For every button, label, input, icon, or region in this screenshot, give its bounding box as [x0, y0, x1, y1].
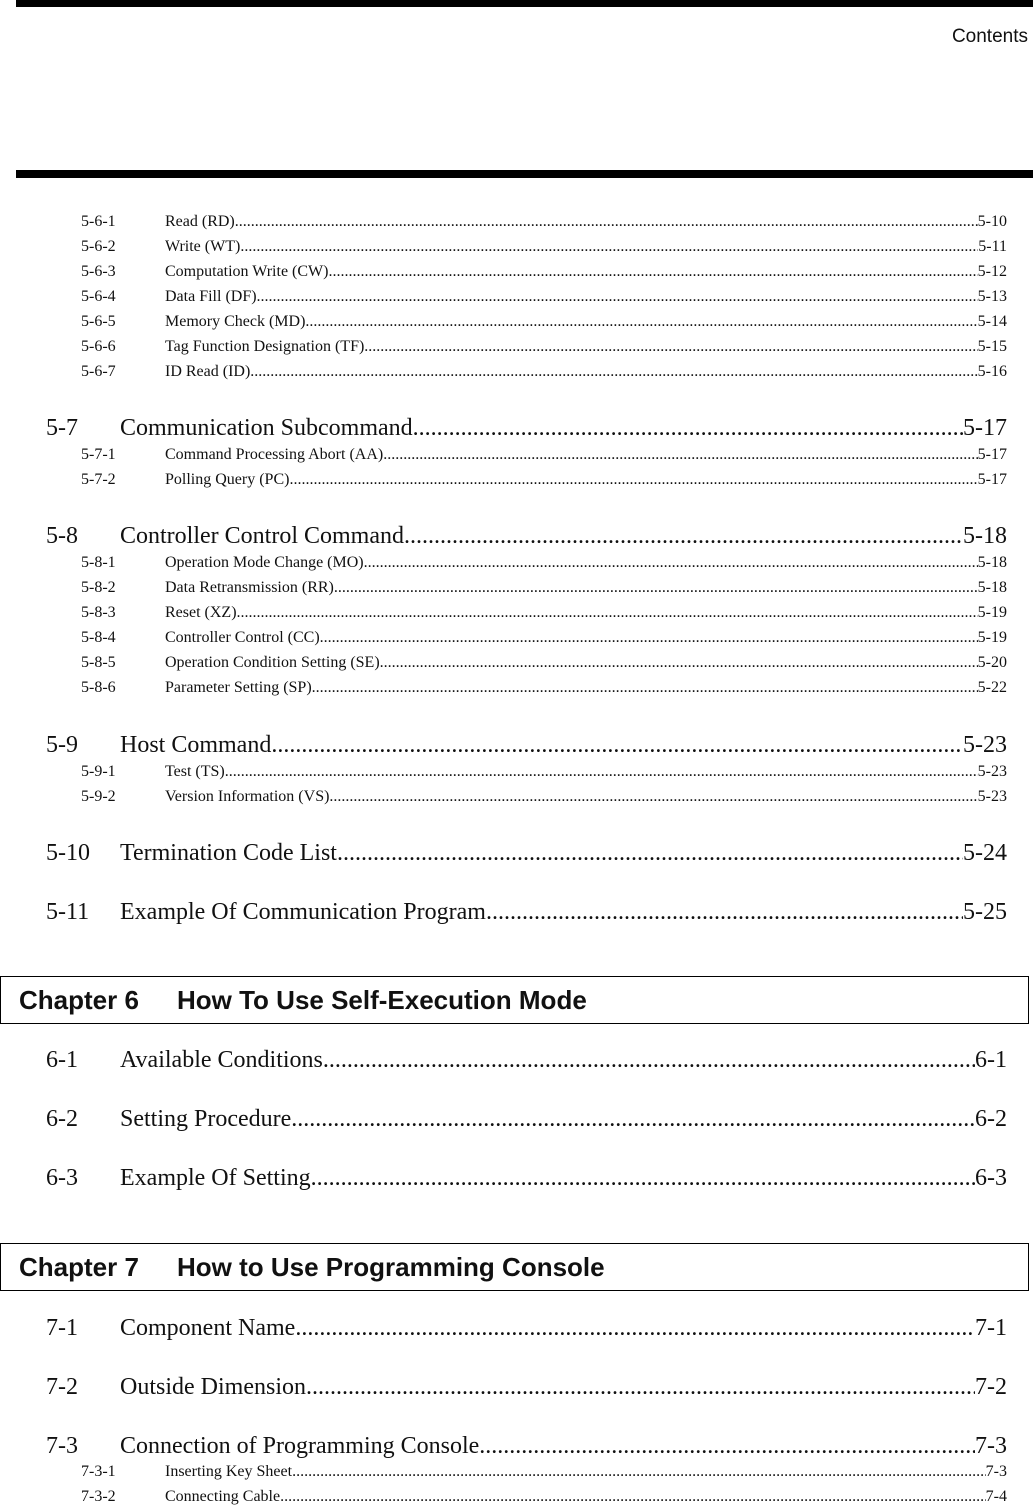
entry-title: Example Of Communication Program [120, 899, 486, 925]
toc-section-entry[interactable] [46, 1105, 1007, 1133]
entry-page: 7-4 [985, 1488, 1007, 1505]
entry-page: 5-17 [977, 471, 1007, 488]
toc-section-entry[interactable] [46, 414, 1007, 442]
entry-title: Connection of Programming Console [120, 1433, 480, 1459]
entry-page: 5-12 [977, 263, 1007, 280]
toc-section-entry[interactable] [46, 1373, 1007, 1401]
dot-leader [320, 628, 978, 648]
entry-title: Data Retransmission (RR) [165, 579, 334, 596]
toc-subsection-entry[interactable] [81, 470, 1007, 490]
entry-number: 5-7-1 [81, 446, 116, 463]
dot-leader [312, 678, 978, 698]
entry-title: Inserting Key Sheet [165, 1463, 293, 1480]
entry-number: 5-8 [46, 523, 78, 549]
entry-number: 7-3 [46, 1433, 78, 1459]
toc-section-entry[interactable] [46, 522, 1007, 550]
toc-subsection-entry[interactable] [81, 603, 1007, 623]
entry-title: Memory Check (MD) [165, 313, 306, 330]
entry-page: 5-18 [977, 554, 1007, 571]
entry-title: Command Processing Abort (AA) [165, 446, 384, 463]
entry-number: 5-8-4 [81, 629, 116, 646]
entry-title: Computation Write (CW) [165, 263, 329, 280]
toc-subsection-entry[interactable] [81, 212, 1007, 232]
dot-leader [380, 653, 978, 673]
chapter-heading [0, 976, 1029, 1024]
entry-title: Connecting Cable [165, 1488, 281, 1505]
dot-leader [295, 1314, 975, 1342]
entry-title: Controller Control (CC) [165, 629, 320, 646]
entry-page: 5-19 [977, 604, 1007, 621]
entry-title: ID Read (ID) [165, 363, 251, 380]
entry-title: Parameter Setting (SP) [165, 679, 312, 696]
toc-subsection-entry[interactable] [81, 445, 1007, 465]
entry-page: 7-2 [975, 1374, 1007, 1400]
entry-title: Operation Mode Change (MO) [165, 554, 364, 571]
entry-page: 7-1 [975, 1315, 1007, 1341]
entry-page: 5-16 [977, 363, 1007, 380]
entry-number: 5-6-6 [81, 338, 116, 355]
dot-leader [305, 312, 977, 332]
entry-title: Polling Query (PC) [165, 471, 290, 488]
entry-title: Controller Control Command [120, 523, 404, 549]
entry-number: 5-6-3 [81, 263, 116, 280]
dot-leader [337, 839, 963, 867]
toc-subsection-entry[interactable] [81, 287, 1007, 307]
dot-leader [383, 445, 977, 465]
toc-subsection-entry[interactable] [81, 787, 1007, 807]
entry-page: 5-24 [963, 840, 1007, 866]
entry-number: 5-8-5 [81, 654, 116, 671]
entry-title: Host Command [120, 732, 272, 758]
entry-title: Outside Dimension [120, 1374, 306, 1400]
dot-leader [271, 731, 963, 759]
entry-title: Write (WT) [165, 238, 241, 255]
dot-leader [292, 1462, 986, 1482]
entry-page: 5-23 [963, 732, 1007, 758]
entry-number: 5-6-5 [81, 313, 116, 330]
toc-subsection-entry[interactable] [81, 362, 1007, 382]
chapter-number: Chapter 6 [19, 984, 139, 1015]
toc-subsection-entry[interactable] [81, 762, 1007, 782]
entry-title: Example Of Setting [120, 1165, 311, 1191]
entry-title: Reset (XZ) [165, 604, 237, 621]
chapter-number: Chapter 7 [19, 1251, 139, 1282]
toc-subsection-entry[interactable] [81, 553, 1007, 573]
dot-leader [306, 1373, 975, 1401]
toc-subsection-entry[interactable] [81, 653, 1007, 673]
entry-number: 5-7-2 [81, 471, 116, 488]
entry-number: 5-6-1 [81, 213, 116, 230]
toc-section-entry[interactable] [46, 731, 1007, 759]
dot-leader [329, 787, 977, 807]
dot-leader [235, 212, 978, 232]
dot-leader [289, 470, 977, 490]
entry-title: Tag Function Designation (TF) [165, 338, 365, 355]
entry-number: 5-6-4 [81, 288, 116, 305]
dot-leader [291, 1105, 975, 1133]
chapter-title: How to Use Programming Console [177, 1251, 605, 1282]
dot-leader [364, 553, 978, 573]
dot-leader [323, 1046, 975, 1074]
entry-number: 5-11 [46, 899, 90, 925]
dot-leader [404, 522, 963, 550]
entry-page: 5-17 [963, 415, 1007, 441]
entry-page: 5-23 [977, 763, 1007, 780]
entry-title: Available Conditions [120, 1047, 323, 1073]
toc-section-entry[interactable] [46, 1164, 1007, 1192]
entry-number: 7-1 [46, 1315, 78, 1341]
entry-number: 5-9 [46, 732, 78, 758]
entry-page: 6-3 [975, 1165, 1007, 1191]
entry-title: Communication Subcommand [120, 415, 413, 441]
entry-number: 6-3 [46, 1165, 78, 1191]
toc-subsection-entry[interactable] [81, 678, 1007, 698]
dot-leader [250, 362, 977, 382]
chapter-heading [0, 1243, 1029, 1291]
toc-section-entry[interactable] [46, 839, 1007, 867]
toc-section-entry[interactable] [46, 898, 1007, 926]
entry-page: 5-23 [977, 788, 1007, 805]
toc-subsection-entry[interactable] [81, 578, 1007, 598]
entry-page: 5-13 [977, 288, 1007, 305]
entry-page: 5-10 [977, 213, 1007, 230]
entry-number: 5-6-2 [81, 238, 116, 255]
entry-page: 5-15 [977, 338, 1007, 355]
entry-page: 5-18 [977, 579, 1007, 596]
entry-number: 6-2 [46, 1106, 78, 1132]
dot-leader [328, 262, 977, 282]
dot-leader [280, 1487, 986, 1507]
entry-title: Setting Procedure [120, 1106, 292, 1132]
entry-number: 7-3-1 [81, 1463, 116, 1480]
entry-number: 5-8-2 [81, 579, 116, 596]
entry-page: 5-25 [963, 899, 1007, 925]
toc-section-entry[interactable] [46, 1314, 1007, 1342]
dot-leader [225, 762, 978, 782]
entry-page: 5-22 [977, 679, 1007, 696]
entry-page: 5-20 [977, 654, 1007, 671]
toc-subsection-entry[interactable] [81, 262, 1007, 282]
entry-number: 5-10 [46, 840, 90, 866]
dot-leader [479, 1432, 975, 1460]
entry-number: 7-3-2 [81, 1488, 116, 1505]
entry-number: 5-9-1 [81, 763, 116, 780]
entry-number: 5-8-6 [81, 679, 116, 696]
entry-number: 5-8-1 [81, 554, 116, 571]
entry-number: 5-8-3 [81, 604, 116, 621]
entry-title: Version Information (VS) [165, 788, 330, 805]
entry-number: 7-2 [46, 1374, 78, 1400]
toc-subsection-entry[interactable] [81, 1462, 1007, 1482]
entry-number: 5-9-2 [81, 788, 116, 805]
toc-subsection-entry[interactable] [81, 237, 1007, 257]
dot-leader [334, 578, 978, 598]
toc-section-entry[interactable] [46, 1432, 1007, 1460]
entry-page: 5-19 [977, 629, 1007, 646]
dot-leader [257, 287, 978, 307]
entry-title: Data Fill (DF) [165, 288, 257, 305]
entry-page: 6-2 [975, 1106, 1007, 1132]
entry-page: 5-18 [963, 523, 1007, 549]
chapter-title: How To Use Self-Execution Mode [177, 984, 587, 1015]
entry-page: 5-14 [977, 313, 1007, 330]
header-label: Contents [951, 26, 1028, 47]
toc-section-entry[interactable] [46, 1046, 1007, 1074]
entry-page: 6-1 [975, 1047, 1007, 1073]
dot-leader [237, 603, 978, 623]
dot-leader [486, 898, 963, 926]
dot-leader [240, 237, 978, 257]
entry-title: Operation Condition Setting (SE) [165, 654, 380, 671]
entry-number: 6-1 [46, 1047, 78, 1073]
entry-number: 5-7 [46, 415, 78, 441]
dot-leader [311, 1164, 975, 1192]
entry-title: Component Name [120, 1315, 296, 1341]
entry-page: 7-3 [985, 1463, 1007, 1480]
entry-title: Test (TS) [165, 763, 225, 780]
entry-number: 5-6-7 [81, 363, 116, 380]
toc-subsection-entry[interactable] [81, 312, 1007, 332]
entry-title: Read (RD) [165, 213, 235, 230]
toc-subsection-entry[interactable] [81, 337, 1007, 357]
dot-leader [364, 337, 977, 357]
dot-leader [413, 414, 963, 442]
entry-page: 5-17 [977, 446, 1007, 463]
toc-subsection-entry[interactable] [81, 1487, 1007, 1507]
entry-title: Termination Code List [120, 840, 337, 866]
entry-page: 7-3 [975, 1433, 1007, 1459]
toc-subsection-entry[interactable] [81, 628, 1007, 648]
entry-page: 5-11 [978, 238, 1007, 255]
